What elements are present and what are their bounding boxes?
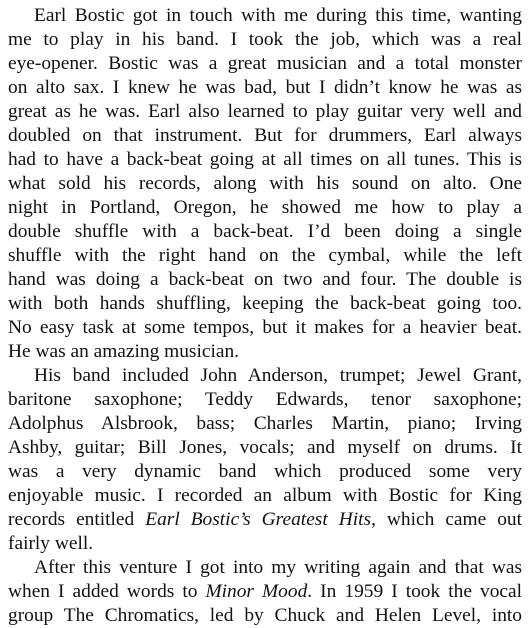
text-line: hand was doing a back-beat on two and four. The double is [8, 269, 522, 290]
song-title: Minor Mood [205, 581, 308, 602]
text-line: had to have a back-beat going at all times on all tunes. This is [8, 149, 522, 170]
text-line: me to play in his band. I took the job, which was a real [8, 29, 522, 50]
text-line: shuffle with the right hand on the cymbal, while the left [8, 245, 522, 266]
text-line [8, 508, 522, 532]
text-line: No easy task at some tempos, but it makes for a heavier beat. [8, 317, 522, 338]
text-line: fairly well. [8, 533, 94, 554]
text-line: on alto sax. I knew he was bad, but I didn’t know he was as [8, 77, 522, 98]
text-line [8, 580, 522, 604]
text-line: group The Chromatics, led by Chuck and Helen Level, into [8, 605, 522, 626]
text-line: what sold his records, along with his sound on alto. One [8, 173, 522, 194]
paragraph-earl-bostic [8, 4, 522, 364]
text-line: Ashby, guitar; Bill Jones, vocals; and myself on drums. It [8, 437, 522, 458]
text-line: great as he was. Earl also learned to play guitar very well and [8, 101, 522, 122]
text-line: night in Portland, Oregon, he showed me how to play a [8, 197, 522, 218]
text-line: Earl Bostic got in touch with me during this time, wanting [34, 5, 522, 26]
text-run: when I added words to [8, 581, 206, 602]
text-line: baritone saxophone; Teddy Edwards, tenor saxophone; [8, 389, 522, 410]
text-line: double shuffle with a back-beat. I’d been doing a single [8, 221, 522, 242]
text-line: enjoyable music. I recorded an album with Bostic for King [8, 485, 522, 506]
text-run: , which came out [371, 509, 522, 530]
text-line: After this venture I got into my writing again and that was [34, 557, 522, 578]
paragraph-writing-again [8, 556, 522, 628]
text-line: He was an amazing musician. [8, 341, 239, 362]
text-run: . In 1959 I took the vocal [307, 581, 522, 602]
text-run: records entitled [8, 509, 146, 530]
text-line: was a very dynamic band which produced some very [8, 461, 522, 482]
text-line: doubled on that instrument. But for drummers, Earl always [8, 125, 522, 146]
album-title: Earl Bostic’s Greatest Hits [145, 509, 372, 530]
paragraph-band-members [8, 364, 522, 556]
text-line: His band included John Anderson, trumpet; Jewel Grant, [34, 365, 522, 386]
text-line: eye-opener. Bostic was a great musician and a total monster [8, 53, 522, 74]
text-line: Adolphus Alsbrook, bass; Charles Martin, piano; Irving [8, 413, 522, 434]
text-line: with both hands shuffling, keeping the back-beat going too. [8, 293, 522, 314]
